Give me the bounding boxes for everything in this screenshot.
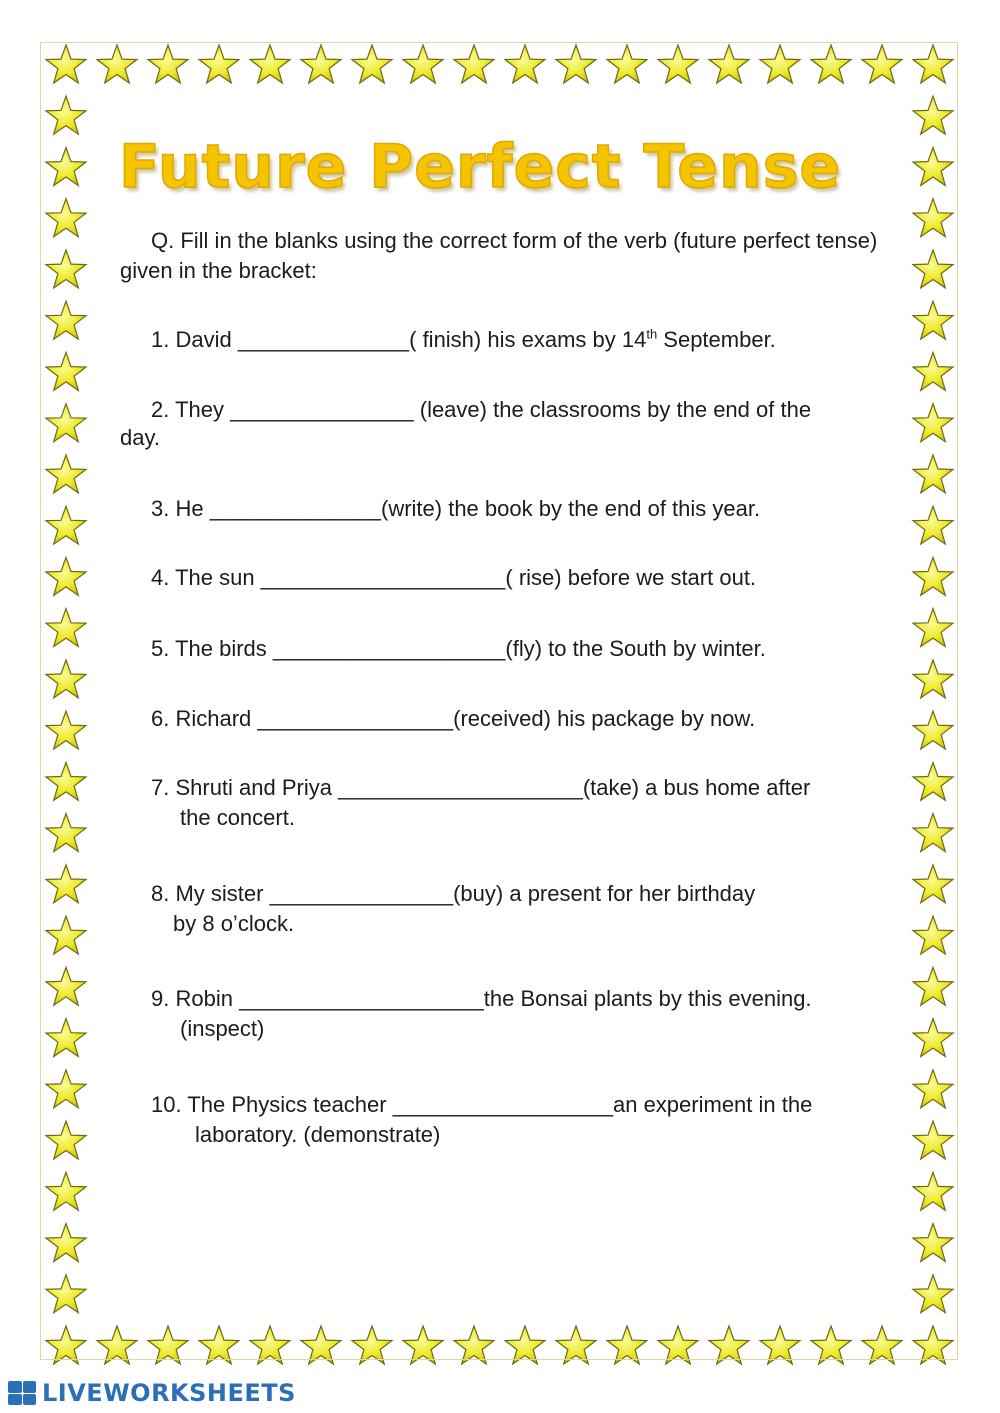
- question-text: 10. The Physics teacher: [151, 1092, 393, 1117]
- star-icon: [913, 660, 953, 698]
- star-icon: [913, 1121, 953, 1159]
- star-icon: [301, 1326, 341, 1364]
- star-icon: [811, 45, 851, 83]
- question-text-after: (fly) to the South by winter.: [505, 636, 766, 661]
- question-8: [120, 879, 880, 939]
- star-icon: [913, 250, 953, 288]
- star-icon: [811, 1326, 851, 1364]
- star-icon: [97, 45, 137, 83]
- star-icon: [250, 1326, 290, 1364]
- star-icon: [46, 352, 86, 390]
- star-icon: [199, 45, 239, 83]
- star-icon: [46, 967, 86, 1005]
- star-icon: [913, 455, 953, 493]
- question-continuation: day.: [120, 425, 160, 450]
- question-text-after: (buy) a present for her birthday: [453, 881, 756, 906]
- star-icon: [913, 967, 953, 1005]
- star-icon: [913, 1224, 953, 1262]
- star-icon: [607, 1326, 647, 1364]
- question-2: [120, 395, 880, 453]
- star-icon: [913, 1275, 953, 1313]
- star-icon: [760, 45, 800, 83]
- question-text-after: (leave) the classrooms by the end of the: [413, 397, 812, 422]
- star-icon: [46, 711, 86, 749]
- question-text: 7. Shruti and Priya: [151, 775, 339, 800]
- star-icon: [556, 1326, 596, 1364]
- question-continuation: laboratory. (demonstrate): [195, 1122, 441, 1147]
- question-text: 3. He: [151, 496, 210, 521]
- answer-blank[interactable]: ______________: [237, 327, 410, 352]
- star-icon: [46, 814, 86, 852]
- star-icon: [913, 711, 953, 749]
- star-icon: [46, 1019, 86, 1057]
- star-icon: [46, 506, 86, 544]
- star-icon: [913, 301, 953, 339]
- star-icon: [46, 1275, 86, 1313]
- star-icon: [301, 45, 341, 83]
- footer-logo: [8, 1378, 296, 1408]
- star-icon: [658, 45, 698, 83]
- star-icon: [352, 1326, 392, 1364]
- question-5: [120, 634, 880, 664]
- star-icon: [46, 557, 86, 595]
- star-icon: [403, 45, 443, 83]
- answer-blank[interactable]: ________________: [257, 706, 454, 731]
- star-icon: [913, 609, 953, 647]
- star-icon: [913, 1019, 953, 1057]
- question-9: [120, 984, 880, 1044]
- answer-blank[interactable]: _______________: [269, 881, 454, 906]
- star-icon: [46, 1121, 86, 1159]
- star-icon: [46, 45, 86, 83]
- star-icon: [46, 1070, 86, 1108]
- question-text-end: September.: [657, 327, 776, 352]
- star-icon: [913, 352, 953, 390]
- star-icon: [913, 1326, 953, 1364]
- star-icon: [658, 1326, 698, 1364]
- instruction-text: Q. Fill in the blanks using the correct form of the verb (future perfect tense) given in the bracket:: [120, 228, 878, 283]
- star-icon: [250, 45, 290, 83]
- question-continuation: (inspect): [180, 1016, 265, 1041]
- star-icon: [913, 199, 953, 237]
- star-icon: [46, 1172, 86, 1210]
- question-text: 5. The birds: [151, 636, 273, 661]
- star-icon: [97, 1326, 137, 1364]
- star-icon: [46, 609, 86, 647]
- question-text: 9. Robin: [151, 986, 240, 1011]
- star-icon: [148, 1326, 188, 1364]
- question-text-after: (received) his package by now.: [453, 706, 756, 731]
- question-1: [120, 325, 880, 355]
- star-icon: [862, 45, 902, 83]
- star-icon: [505, 1326, 545, 1364]
- star-icon: [709, 1326, 749, 1364]
- star-icon: [913, 506, 953, 544]
- star-icon: [913, 762, 953, 800]
- question-7: [120, 773, 880, 833]
- question-3: [120, 494, 880, 524]
- star-icon: [760, 1326, 800, 1364]
- answer-blank[interactable]: _______________: [230, 397, 414, 422]
- star-icon: [913, 404, 953, 442]
- worksheet-title: Future Perfect Tense: [118, 132, 842, 202]
- answer-blank[interactable]: ____________________: [338, 775, 583, 800]
- answer-blank[interactable]: ___________________: [272, 636, 506, 661]
- star-icon: [862, 1326, 902, 1364]
- answer-blank[interactable]: ____________________: [260, 565, 506, 590]
- brand-name: LIVEWORKSHEETS: [42, 1379, 296, 1407]
- star-icon: [505, 45, 545, 83]
- question-continuation: by 8 o’clock.: [173, 911, 295, 936]
- question-text-after: (take) a bus home after: [582, 775, 811, 800]
- star-icon: [46, 916, 86, 954]
- star-icon: [709, 45, 749, 83]
- star-icon: [46, 404, 86, 442]
- star-icon: [913, 1172, 953, 1210]
- star-icon: [46, 1224, 86, 1262]
- question-text-after: the Bonsai plants by this evening.: [483, 986, 812, 1011]
- star-icon: [913, 865, 953, 903]
- question-6: [120, 704, 880, 734]
- star-icon: [913, 96, 953, 134]
- star-icon: [352, 45, 392, 83]
- ordinal-suffix: th: [646, 326, 658, 342]
- question-text-after: an experiment in the: [612, 1092, 813, 1117]
- question-4: [120, 563, 880, 593]
- star-icon: [913, 814, 953, 852]
- liveworksheets-logo-icon: [8, 1381, 36, 1405]
- star-icon: [46, 660, 86, 698]
- star-icon: [46, 1326, 86, 1364]
- question-text: 1. David: [151, 327, 238, 352]
- star-icon: [199, 1326, 239, 1364]
- star-icon: [46, 865, 86, 903]
- star-icon: [46, 762, 86, 800]
- star-icon: [913, 557, 953, 595]
- question-text: 2. They: [151, 397, 231, 422]
- question-text: 6. Richard: [151, 706, 258, 731]
- star-icon: [403, 1326, 443, 1364]
- answer-blank[interactable]: ____________________: [239, 986, 484, 1011]
- star-icon: [46, 250, 86, 288]
- answer-blank[interactable]: ______________: [209, 496, 381, 521]
- question-text-after: ( finish) his exams by 14: [409, 327, 647, 352]
- star-icon: [556, 45, 596, 83]
- star-icon: [913, 45, 953, 83]
- star-icon: [148, 45, 188, 83]
- question-text-after: (write) the book by the end of this year.: [381, 496, 761, 521]
- question-10: [120, 1090, 880, 1150]
- star-icon: [46, 301, 86, 339]
- question-continuation: the concert.: [180, 805, 295, 830]
- star-icon: [46, 96, 86, 134]
- question-text-after: ( rise) before we start out.: [505, 565, 757, 590]
- question-text: 8. My sister: [151, 881, 270, 906]
- star-icon: [46, 199, 86, 237]
- star-icon: [46, 455, 86, 493]
- star-icon: [454, 1326, 494, 1364]
- question-text: 4. The sun: [151, 565, 261, 590]
- star-icon: [454, 45, 494, 83]
- star-icon: [607, 45, 647, 83]
- star-icon: [913, 916, 953, 954]
- star-icon: [913, 1070, 953, 1108]
- answer-blank[interactable]: __________________: [392, 1092, 613, 1117]
